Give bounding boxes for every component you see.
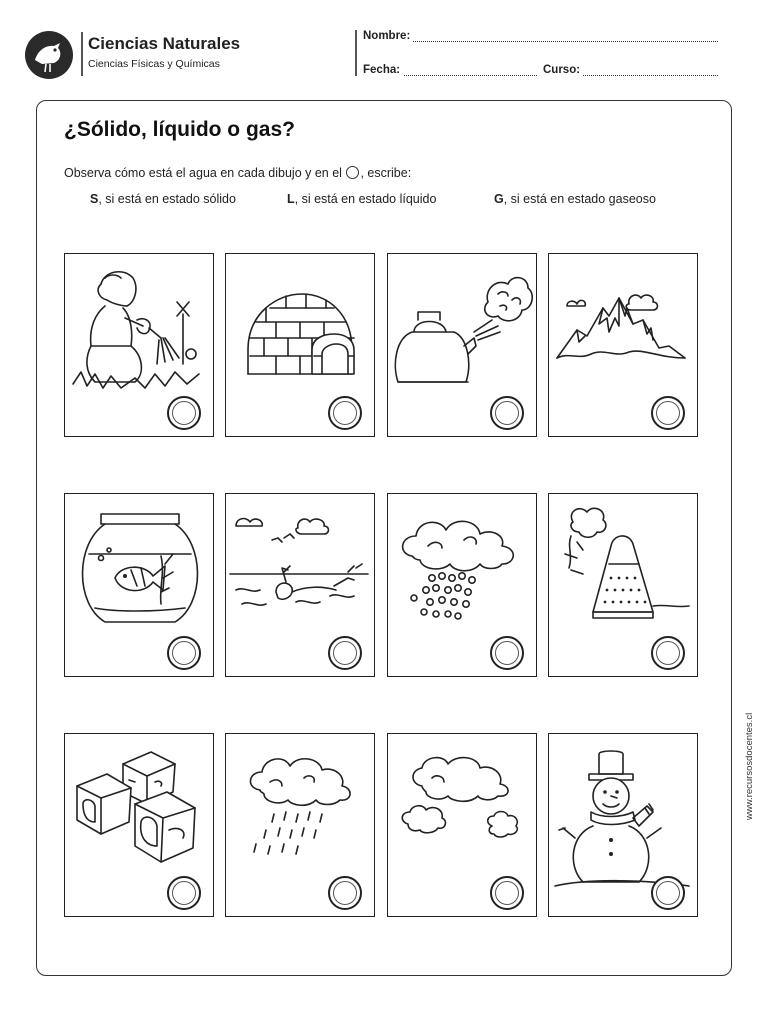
website-credit: www.recursosdocentes.cl: [744, 712, 755, 820]
name-field[interactable]: [413, 31, 718, 42]
card-watering: [64, 253, 214, 437]
answer-circle-7[interactable]: [490, 636, 524, 670]
answer-circle-11[interactable]: [490, 876, 524, 910]
instruction: [64, 166, 411, 180]
circle-icon: [346, 166, 359, 179]
subject-title: Ciencias Naturales: [88, 34, 241, 53]
answer-circle-12[interactable]: [651, 876, 685, 910]
card-snowman: [548, 733, 698, 917]
legend-text: , si está en estado gaseoso: [503, 192, 656, 206]
card-iron: [548, 493, 698, 677]
card-mountains: [548, 253, 698, 437]
bird-logo-icon: [24, 30, 74, 80]
answer-circle-10[interactable]: [328, 876, 362, 910]
header-divider: [81, 32, 83, 76]
form-divider: [355, 30, 357, 76]
card-igloo: [225, 253, 375, 437]
card-swimmer: [225, 493, 375, 677]
legend-letter: S: [90, 192, 99, 206]
answer-circle-3[interactable]: [490, 396, 524, 430]
card-fishbowl: [64, 493, 214, 677]
date-field[interactable]: [404, 65, 537, 76]
instruction-text-end: , escribe:: [360, 166, 412, 180]
answer-circle-5[interactable]: [167, 636, 201, 670]
legend-text: , si está en estado líquido: [294, 192, 437, 206]
legend-solid: [90, 192, 236, 206]
date-label: Fecha:: [363, 64, 401, 76]
course-field[interactable]: [583, 65, 718, 76]
answer-circle-2[interactable]: [328, 396, 362, 430]
legend-gas: [494, 192, 656, 206]
card-rain: [225, 733, 375, 917]
card-clouds: [387, 733, 537, 917]
instruction-text: Observa cómo está el agua en cada dibujo y en el: [64, 166, 342, 180]
answer-circle-4[interactable]: [651, 396, 685, 430]
page-title: ¿Sólido, líquido o gas?: [64, 118, 295, 141]
answer-circle-9[interactable]: [167, 876, 201, 910]
course-label: Curso:: [543, 64, 581, 76]
card-kettle: [387, 253, 537, 437]
legend-letter: L: [287, 192, 295, 206]
name-label: Nombre:: [363, 30, 411, 42]
answer-circle-6[interactable]: [328, 636, 362, 670]
card-icecubes: [64, 733, 214, 917]
legend-letter: G: [494, 192, 504, 206]
answer-circle-8[interactable]: [651, 636, 685, 670]
legend-liquid: [287, 192, 436, 206]
legend-text: , si está en estado sólido: [98, 192, 236, 206]
subject-subtitle: Ciencias Físicas y Químicas: [88, 58, 220, 70]
card-hail: [387, 493, 537, 677]
answer-circle-1[interactable]: [167, 396, 201, 430]
